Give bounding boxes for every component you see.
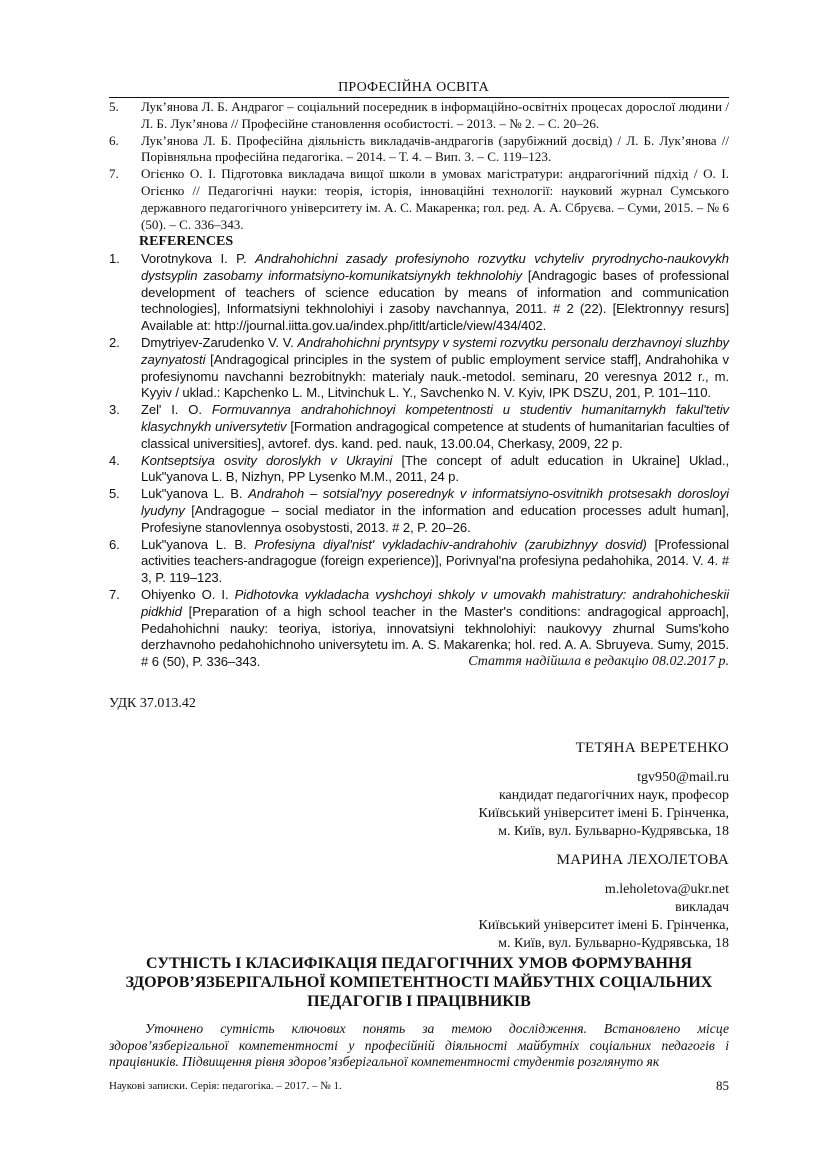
- list-item: [109, 486, 729, 536]
- author-name: МАРИНА ЛЕХОЛЕТОВА: [556, 852, 729, 868]
- header-rule: [109, 97, 729, 98]
- ua-references-list: [109, 99, 729, 233]
- ref-author: Zel' I. O.: [141, 402, 212, 418]
- footer-journal: Наукові записки. Серія: педагогіка. – 2017. – № 1.: [109, 1080, 342, 1092]
- ref-text: Лук’янова Л. Б. Андрагог – соціальний посередник в інформаційно-освітніх процесах дорослої людини / Л. Б. Лук’янова // Професійне становлення особистості. – 2013. – № 2. – С. 20–26.: [141, 99, 729, 131]
- author-position: кандидат педагогічних наук, професор: [498, 788, 729, 803]
- ref-title: Andrahoh – sotsial'nyy poserednyk v informatsiyno-osvitnikh protsesakh dorosloyi lyudyny: [141, 486, 729, 518]
- author-name: ТЕТЯНА ВЕРЕТЕНКО: [575, 740, 729, 756]
- ref-details: [Andragogic bases of professional development of teachers of science education by means of information and communication technologies], Informatsiyni tekhnolohiyi i zasoby navchannya, 2011. # 2 (22). [Elektronnyy resurs] Available at: http://journal.iitta.gov.ua/index.php/itlt/article/view/434/402.: [141, 267, 730, 334]
- list-item: [109, 335, 729, 402]
- author-affiliation: Київський університет імені Б. Грінченка,: [478, 806, 729, 821]
- author-position: викладач: [675, 900, 729, 915]
- list-item: [109, 251, 729, 335]
- ref-author: Dmytriyev-Zarudenko V. V.: [141, 334, 298, 350]
- ref-number: 1.: [109, 251, 120, 266]
- list-item: [109, 537, 729, 587]
- page-number: 85: [716, 1078, 729, 1093]
- received-note: Стаття надійшла в редакцію 08.02.2017 р.: [468, 654, 729, 669]
- ref-text: Лук’янова Л. Б. Професійна діяльність викладачів-андрагогів (зарубіжний досвід) / Л. Б. Лук’янова // Порівняльна професійна педагогіка. – 2014. – Т. 4. – Вип. 3. – С. 119–123.: [141, 132, 729, 165]
- ref-title: Kontseptsiya osvity doroslykh v Ukrayini: [141, 452, 393, 468]
- ref-title: Andrahohichni zasady profesiynoho rozvytku vchyteliv pryrodnycho-naukovykh dystsyplin zasobamy informatsiyno-komunikatsiynykh tekhnolohiy: [141, 251, 729, 283]
- ref-author: Vorotnykova I. P.: [141, 251, 256, 266]
- ref-number: 2.: [109, 334, 120, 350]
- author-block: [109, 740, 729, 841]
- udk-code: УДК 37.013.42: [109, 696, 196, 711]
- ref-details: [Andragogue – social mediator in the information and education processes adult human], Profesiyne stanovlennya osobystosti, 2013. # 2, P. 20–26.: [141, 502, 729, 535]
- list-item: [109, 166, 729, 233]
- ref-details: [Andragogical principles in the system of public employment service staff], Andrahohika v profesiynomu navchanni bezrobitnykh: materialy nauk.-metodol. seminaru, 20 veresnya 2012 r., m. Kyyiv / uklad.: Kapchenko L. M., Litvinchuk L. Y., Savchenko N. V. Kyiv, IPK DSZU, 201, P. 101–110.: [141, 351, 729, 401]
- ref-number: 3.: [109, 402, 120, 418]
- list-item: [109, 402, 729, 452]
- author-block: [109, 852, 729, 953]
- author-affiliation: Київський університет імені Б. Грінченка,: [478, 918, 729, 933]
- ref-number: 6.: [109, 536, 120, 552]
- ref-number: 7.: [109, 166, 119, 182]
- ref-title: Formuvannya andrahohichnoyi kompetentnosti u studentiv humanitarnykh fakul'tetiv klasychnykh universytetiv: [141, 402, 730, 434]
- list-item: [109, 453, 729, 487]
- ref-details: [The concept of adult education in Ukraine] Uklad., Luk"yanova L. B, Nizhyn, PP Lysenko M.M., 2011, 24 p.: [141, 452, 729, 485]
- author-email: m.leholetova@ukr.net: [604, 882, 729, 897]
- ref-number: 5.: [109, 99, 119, 114]
- abstract: Уточнено сутність ключових понять за темою дослідження. Встановлено місце здоров’язберігальної компетентності у професійній діяльності майбутніх соціальних педагогів і працівників. Підвищення рівня здоров’язберігальної компетентності студентів розглянуто як: [109, 1021, 729, 1069]
- article-title: СУТНІСТЬ І КЛАСИФІКАЦІЯ ПЕДАГОГІЧНИХ УМОВ ФОРМУВАННЯ ЗДОРОВ’ЯЗБЕРІГАЛЬНОЇ КОМПЕТЕНТНОСТІ МАЙБУТНІХ СОЦІАЛЬНИХ ПЕДАГОГІВ І ПРАЦІВНИКІВ: [125, 955, 713, 1010]
- ref-title: Pidhotovka vykladacha vyshchoyi shkoly v umovakh mahistratury: andrahohicheskii pidkhid: [141, 586, 729, 619]
- ref-title: Andrahohichni pryntsypy v systemi rozvytku personalu derzhavnoyi sluzhby zaynyatosti: [141, 334, 729, 367]
- author-address: м. Київ, вул. Бульварно-Кудрявська, 18: [498, 936, 729, 951]
- ref-author: Ohiyenko O. I.: [141, 586, 235, 602]
- ref-author: Luk"yanova L. B.: [141, 536, 255, 552]
- ref-number: 5.: [109, 486, 120, 502]
- author-address: м. Київ, вул. Бульварно-Кудрявська, 18: [498, 824, 729, 839]
- author-email: tgv950@mail.ru: [637, 770, 729, 785]
- references-heading: REFERENCES: [139, 234, 234, 249]
- ref-details: [Professional activities teachers-andragogue (foreign experience)], Porivnyal'na profesiyna pedahohika, 2014. V. 4. # 3, P. 119–123.: [141, 536, 729, 586]
- running-head: ПРОФЕСІЙНА ОСВІТА: [338, 80, 489, 95]
- ref-number: 4.: [109, 452, 120, 468]
- ref-number: 7.: [109, 586, 120, 602]
- list-item: [109, 99, 729, 133]
- ref-details: [Formation andragogical competence at students of humanitarian faculties of classical universities], avtoref. dys. kand. ped. nauk, 13.00.04, Cherkasy, 2009, 22 p.: [141, 418, 730, 451]
- en-references-list: [109, 251, 729, 671]
- ref-details: [Preparation of a high school teacher in the Master's conditions: andragogical approach], Pedahohichni nauky: teoriya, istoriya, innovatsiyni tekhnolohiyi: naukovyy zhurnal Sums'koho derzhavnoho pedahohichnoho universytetu im. A. S. Makarenka; hol. red. A. A. Sbruyeva. Sumy, 2015. # 6 (50), P. 336–343.: [141, 603, 729, 670]
- ref-number: 6.: [109, 132, 119, 148]
- ref-text: Огієнко О. І. Підготовка викладача вищої школи в умовах магістратури: андрагогічний підхід / О. І. Огієнко // Педагогічні науки: теорія, історія, інноваційні технології: науковий журнал Сумського державного педагогічного університету ім. А. С. Макаренка; гол. ред. А. А. Сбруєва. – Суми, 2015. – № 6 (50). – С. 336–343.: [141, 166, 729, 232]
- ref-title: Profesiyna diyal'nist' vykladachiv-andrahohiv (zarubizhnyy dosvid): [254, 536, 647, 552]
- list-item: [109, 133, 729, 167]
- ref-author: Luk"yanova L. B.: [141, 486, 249, 502]
